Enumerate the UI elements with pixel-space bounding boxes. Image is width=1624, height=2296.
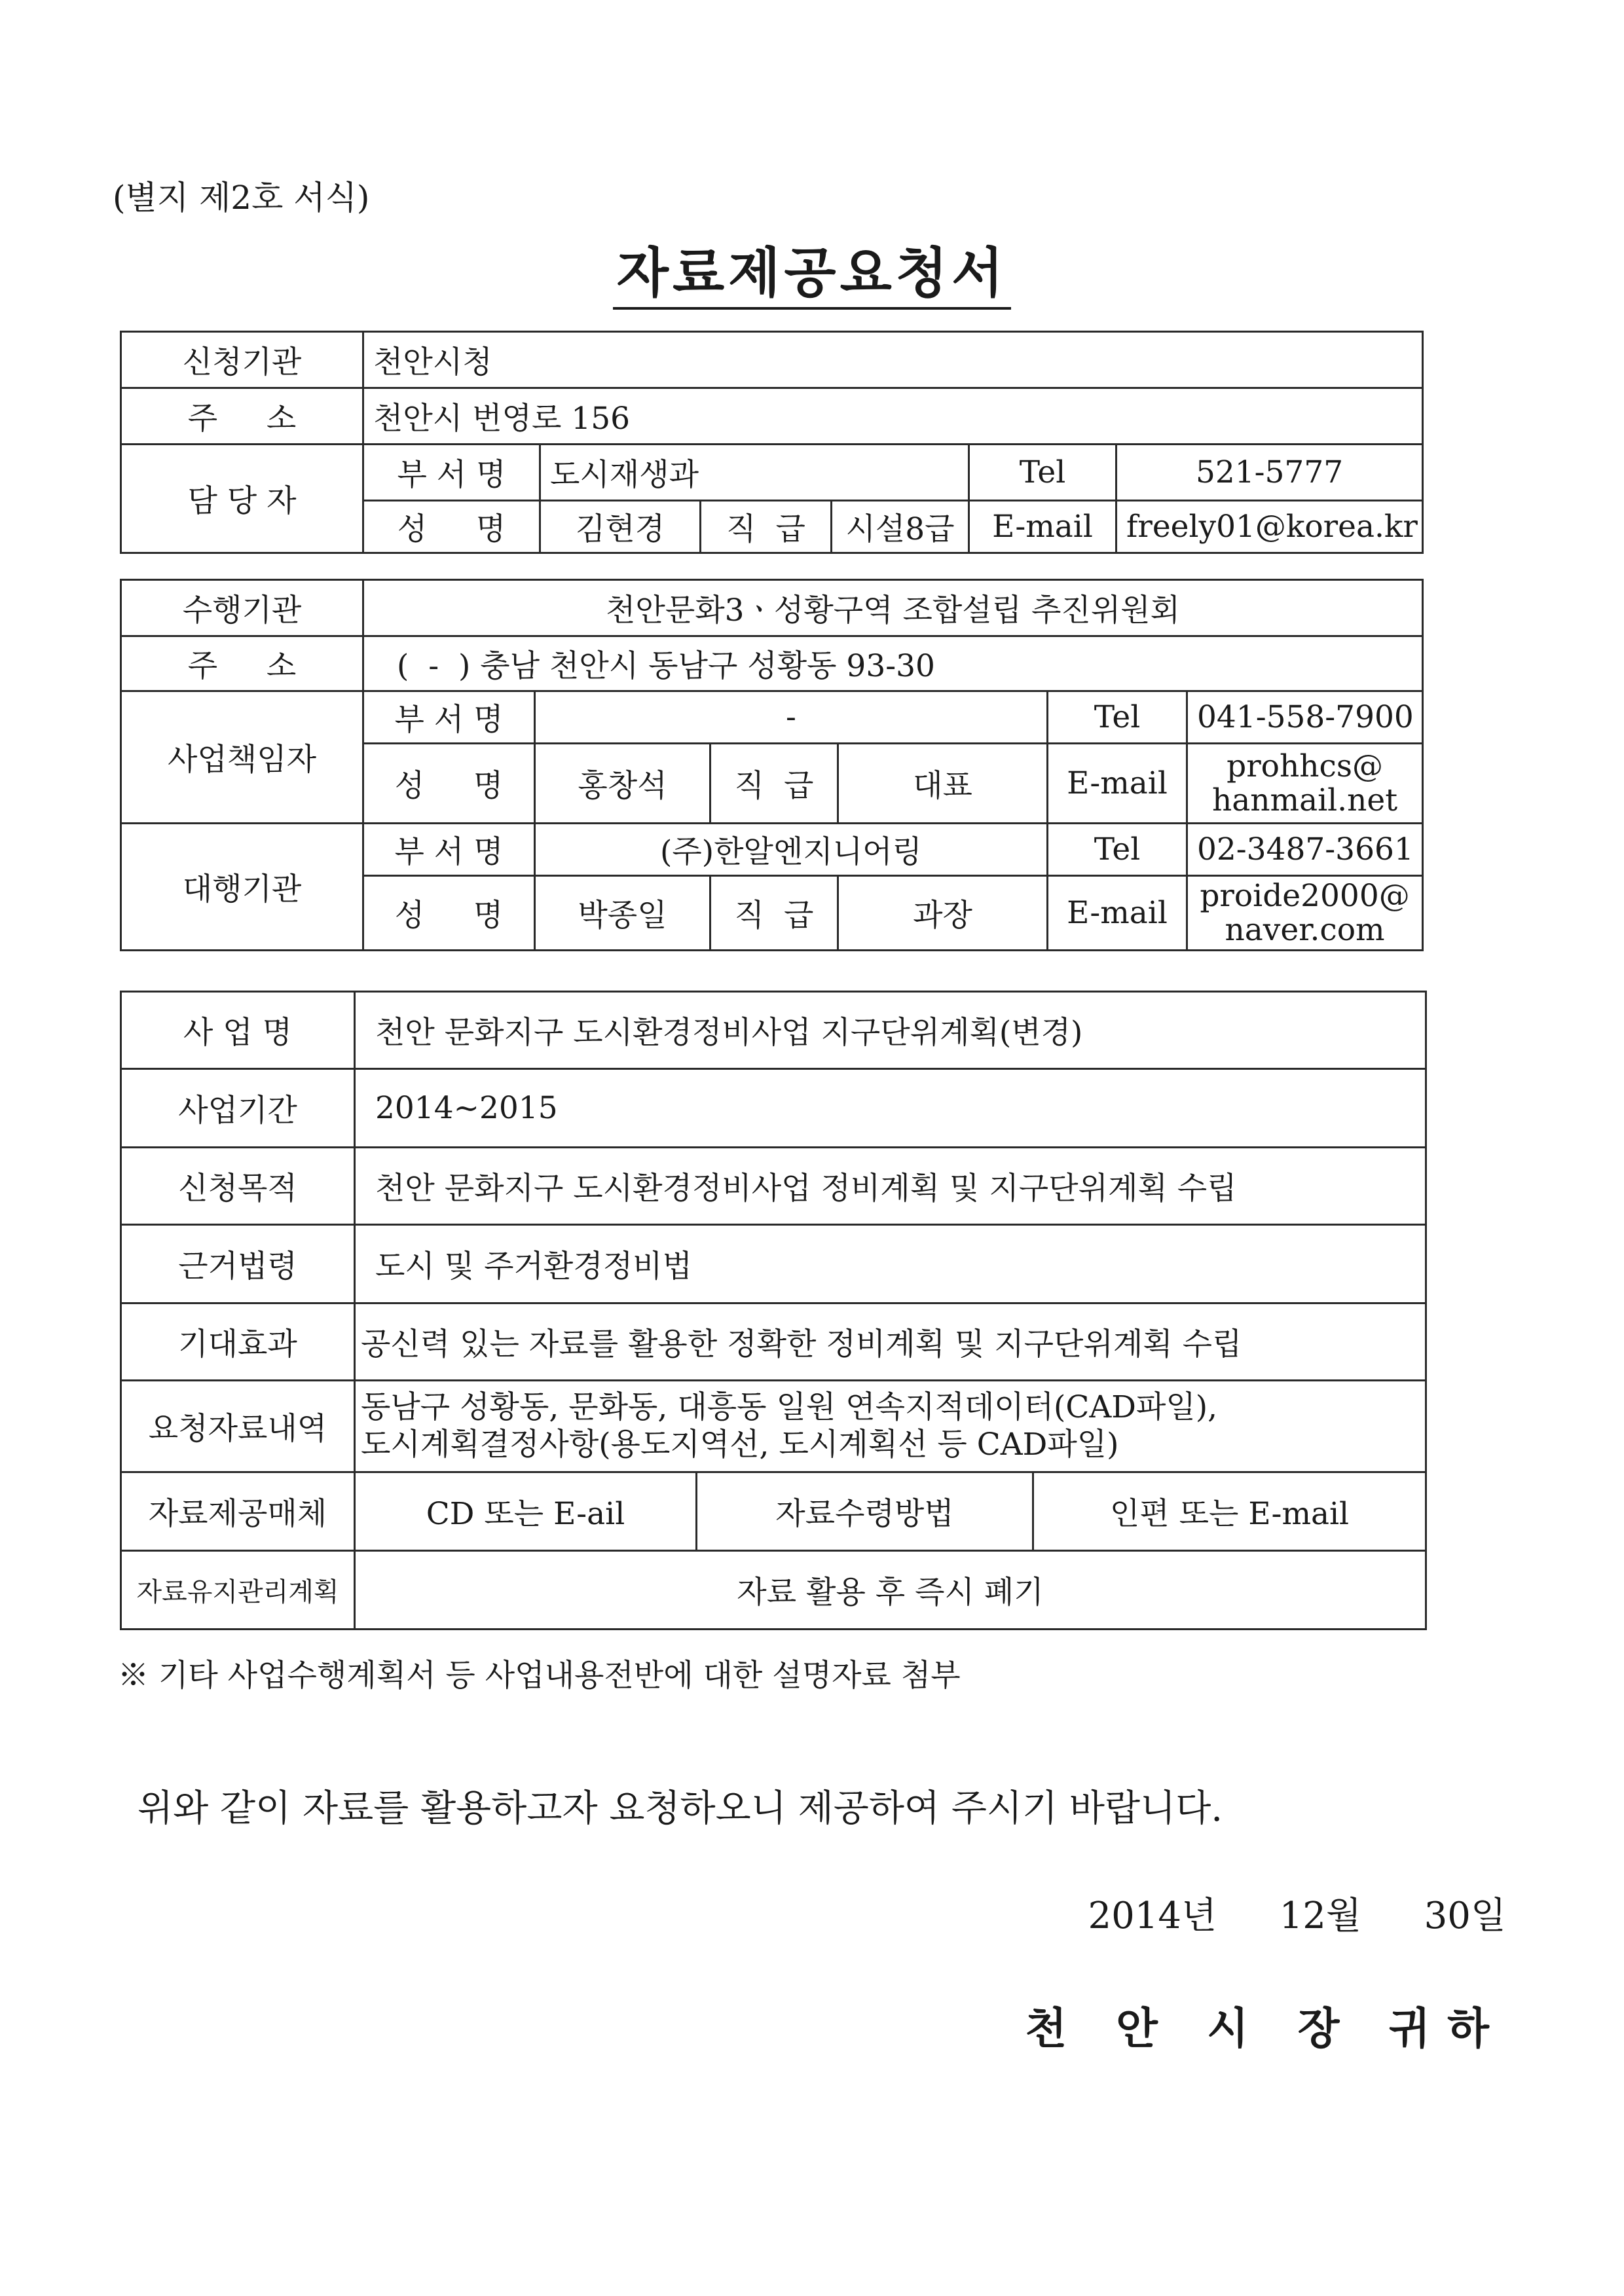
project-purpose-label: 신청목적 xyxy=(121,1148,355,1225)
performer-email-value xyxy=(1187,744,1423,824)
project-keep-value: 자료 활용 후 즉시 폐기 xyxy=(355,1551,1426,1630)
project-purpose-value: 천안 문화지구 도시환경정비사업 정비계획 및 지구단위계획 수립 xyxy=(355,1148,1426,1225)
performer-name-label: 성 명 xyxy=(363,744,535,824)
performer-rank-label: 직 급 xyxy=(710,744,838,824)
applicant-dept-label: 부 서 명 xyxy=(363,445,540,501)
request-statement: 위와 같이 자료를 활용하고자 요청하오니 제공하여 주시기 바랍니다. xyxy=(138,1787,1223,1830)
project-period-label: 사업기간 xyxy=(121,1069,355,1148)
project-media-value: CD 또는 E-ail xyxy=(355,1472,697,1551)
agent-email-value xyxy=(1187,876,1423,951)
agent-name-value: 박종일 xyxy=(535,876,710,951)
addressee: 천 안 시 장 귀하 xyxy=(1025,2003,1506,2054)
applicant-dept-value: 도시재생과 xyxy=(540,445,969,501)
agent-name-label: 성 명 xyxy=(363,876,535,951)
applicant-rank-value: 시설8급 xyxy=(832,501,969,553)
applicant-name-label: 성 명 xyxy=(363,501,540,553)
performer-tel-value: 041-558-7900 xyxy=(1187,691,1423,744)
agent-label: 대행기관 xyxy=(121,824,363,951)
agent-tel-label: Tel xyxy=(1048,824,1187,876)
performer-name-value: 홍창석 xyxy=(535,744,710,824)
applicant-email-label: E-mail xyxy=(969,501,1116,553)
applicant-name-value: 김현경 xyxy=(540,501,701,553)
performer-address-label: 주 소 xyxy=(121,636,363,691)
agent-email-line-1: proide2000@ xyxy=(1200,877,1410,914)
applicant-table xyxy=(120,331,1424,554)
agent-dept-value: (주)한알엔지니어링 xyxy=(535,824,1048,876)
project-law-value: 도시 및 주거환경정비법 xyxy=(355,1225,1426,1303)
agent-email-line-2: naver.com xyxy=(1225,911,1385,948)
applicant-tel-label: Tel xyxy=(969,445,1116,501)
project-data-value xyxy=(355,1381,1426,1472)
project-keep-label: 자료유지관리계획 xyxy=(121,1551,355,1630)
document-title-text: 자료제공요청서 xyxy=(613,242,1011,310)
applicant-email-value: freely01@korea.kr xyxy=(1116,501,1423,553)
attachment-note: ※ 기타 사업수행계획서 등 사업내용전반에 대한 설명자료 첨부 xyxy=(118,1658,961,1694)
performer-table xyxy=(120,579,1424,951)
applicant-org-label: 신청기관 xyxy=(121,332,363,388)
performer-tel-label: Tel xyxy=(1048,691,1187,744)
performer-email-line-1: prohhcs@ xyxy=(1227,748,1383,784)
performer-dept-value: - xyxy=(535,691,1048,744)
project-data-line-1: 동남구 성황동, 문화동, 대흥동 일원 연속지적데이터(CAD파일), xyxy=(361,1389,1218,1426)
applicant-tel-value: 521-5777 xyxy=(1116,445,1423,501)
project-period-value: 2014~2015 xyxy=(355,1069,1426,1148)
document-title xyxy=(0,230,1624,307)
performer-org-label: 수행기관 xyxy=(121,580,363,636)
applicant-manager-label: 담 당 자 xyxy=(121,445,363,553)
project-receive-value: 인편 또는 E-mail xyxy=(1033,1472,1426,1551)
performer-address-value: ( - ) 충남 천안시 동남구 성황동 93-30 xyxy=(363,636,1423,691)
agent-email-label: E-mail xyxy=(1048,876,1187,951)
performer-email-label: E-mail xyxy=(1048,744,1187,824)
agent-rank-value: 과장 xyxy=(838,876,1048,951)
agent-dept-label: 부 서 명 xyxy=(363,824,535,876)
agent-rank-label: 직 급 xyxy=(710,876,838,951)
request-date: 2014년 12월 30일 xyxy=(1088,1895,1506,1937)
agent-tel-value: 02-3487-3661 xyxy=(1187,824,1423,876)
performer-dept-label: 부 서 명 xyxy=(363,691,535,744)
project-data-line-2: 도시계획결정사항(용도지역선, 도시계획선 등 CAD파일) xyxy=(361,1426,1119,1463)
applicant-org-value: 천안시청 xyxy=(363,332,1423,388)
applicant-address-value: 천안시 번영로 156 xyxy=(363,388,1423,445)
project-effect-value: 공신력 있는 자료를 활용한 정확한 정비계획 및 지구단위계획 수립 xyxy=(355,1303,1426,1381)
project-media-label: 자료제공매체 xyxy=(121,1472,355,1551)
project-name-label: 사 업 명 xyxy=(121,992,355,1069)
project-data-label: 요청자료내역 xyxy=(121,1381,355,1472)
form-number: (별지 제2호 서식) xyxy=(113,179,370,217)
performer-org-value: 천안문화3ㆍ성황구역 조합설립 추진위원회 xyxy=(363,580,1423,636)
project-name-value: 천안 문화지구 도시환경정비사업 지구단위계획(변경) xyxy=(355,992,1426,1069)
project-table xyxy=(120,991,1427,1630)
applicant-address-label: 주 소 xyxy=(121,388,363,445)
performer-manager-label: 사업책임자 xyxy=(121,691,363,824)
performer-rank-value: 대표 xyxy=(838,744,1048,824)
applicant-rank-label: 직 급 xyxy=(701,501,832,553)
project-effect-label: 기대효과 xyxy=(121,1303,355,1381)
project-receive-label: 자료수령방법 xyxy=(697,1472,1033,1551)
project-law-label: 근거법령 xyxy=(121,1225,355,1303)
performer-email-line-2: hanmail.net xyxy=(1211,782,1398,818)
